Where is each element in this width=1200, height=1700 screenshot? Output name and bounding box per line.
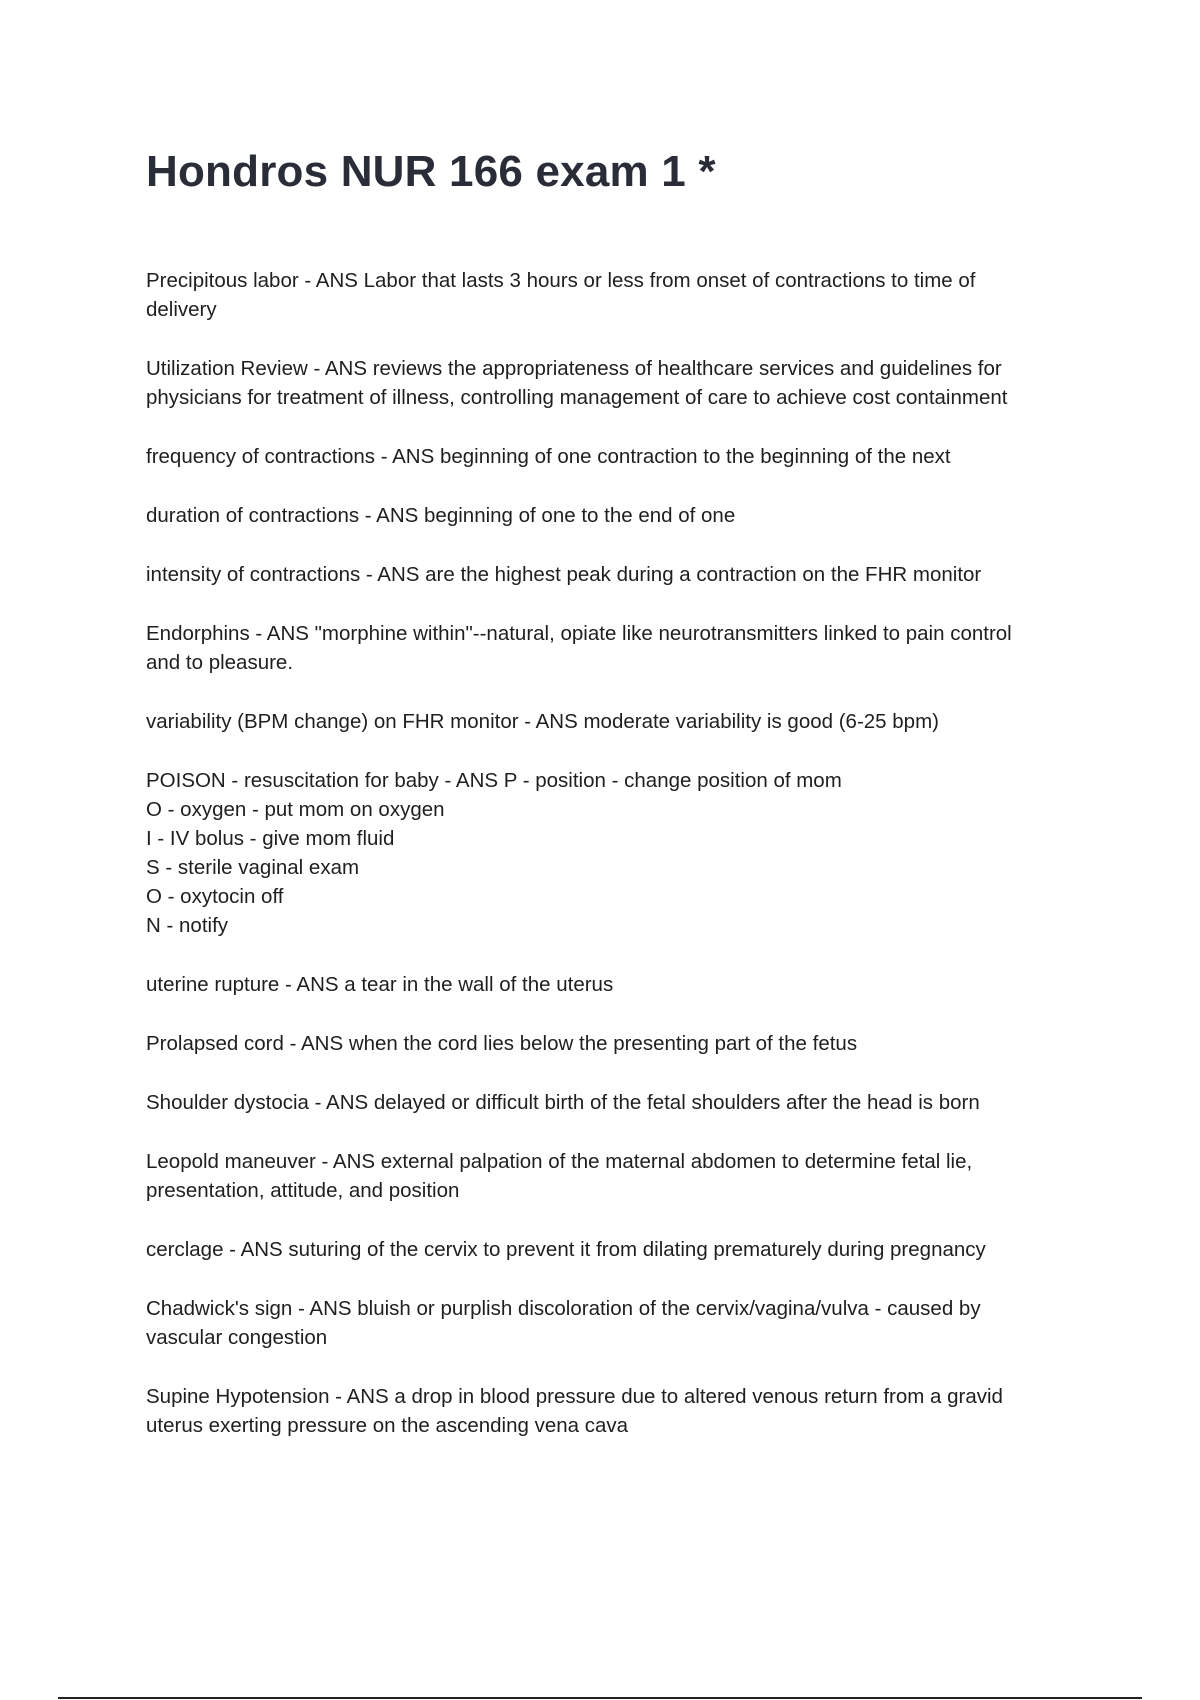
entry-line: Endorphins - ANS "morphine within"--natural, opiate like neurotransmitters linked to pain control (146, 622, 1012, 645)
footer-divider (58, 1697, 1142, 1699)
entry-line: Chadwick's sign - ANS bluish or purplish discoloration of the cervix/vagina/vulva - caused by (146, 1297, 981, 1320)
entry-line: N - notify (146, 914, 229, 937)
entry-line: Leopold maneuver - ANS external palpation of the maternal abdomen to determine fetal lie, (146, 1150, 973, 1173)
entry-line: Precipitous labor - ANS Labor that lasts 3 hours or less from onset of contractions to time of (146, 269, 976, 292)
entry-line: S - sterile vaginal exam (146, 856, 360, 879)
entry-line: I - IV bolus - give mom fluid (146, 827, 395, 850)
flashcard-entry (146, 1294, 1086, 1352)
flashcard-entry (146, 1235, 1086, 1264)
entry-line: and to pleasure. (146, 651, 294, 674)
entry-line: presentation, attitude, and position (146, 1179, 460, 1202)
entry-line: cerclage - ANS suturing of the cervix to prevent it from dilating prematurely during pregnancy (146, 1238, 986, 1261)
entry-line: intensity of contractions - ANS are the highest peak during a contraction on the FHR monitor (146, 563, 982, 586)
flashcard-entry (146, 1088, 1086, 1117)
flashcard-entry (146, 619, 1086, 677)
flashcard-entry (146, 1382, 1086, 1440)
flashcard-entry (146, 266, 1086, 324)
flashcard-entry (146, 1029, 1086, 1058)
flashcard-entry (146, 501, 1086, 530)
entry-line: Shoulder dystocia - ANS delayed or difficult birth of the fetal shoulders after the head is born (146, 1091, 980, 1114)
flashcard-entry (146, 354, 1086, 412)
entry-line: physicians for treatment of illness, controlling management of care to achieve cost containment (146, 386, 1008, 409)
entry-line: O - oxytocin off (146, 885, 284, 908)
entry-line: POISON - resuscitation for baby - ANS P - position - change position of mom (146, 769, 842, 792)
entry-line: delivery (146, 298, 217, 321)
flashcard-entry (146, 970, 1086, 999)
entry-line: vascular congestion (146, 1326, 328, 1349)
entry-line: Prolapsed cord - ANS when the cord lies below the presenting part of the fetus (146, 1032, 858, 1055)
flashcard-entry (146, 766, 1086, 940)
flashcard-list (146, 266, 1086, 1470)
entry-line: frequency of contractions - ANS beginning of one contraction to the beginning of the next (146, 445, 951, 468)
flashcard-entry (146, 560, 1086, 589)
flashcard-entry (146, 442, 1086, 471)
entry-line: variability (BPM change) on FHR monitor - ANS moderate variability is good (6-25 bpm) (146, 710, 939, 733)
entry-line: duration of contractions - ANS beginning of one to the end of one (146, 504, 736, 527)
document-title: Hondros NUR 166 exam 1 * (146, 147, 716, 196)
flashcard-entry (146, 707, 1086, 736)
entry-line: uterine rupture - ANS a tear in the wall of the uterus (146, 973, 614, 996)
entry-line: O - oxygen - put mom on oxygen (146, 798, 445, 821)
flashcard-entry (146, 1147, 1086, 1205)
entry-line: uterus exerting pressure on the ascending vena cava (146, 1414, 629, 1437)
entry-line: Supine Hypotension - ANS a drop in blood pressure due to altered venous return from a gravid (146, 1385, 1003, 1408)
entry-line: Utilization Review - ANS reviews the appropriateness of healthcare services and guidelines for (146, 357, 1002, 380)
